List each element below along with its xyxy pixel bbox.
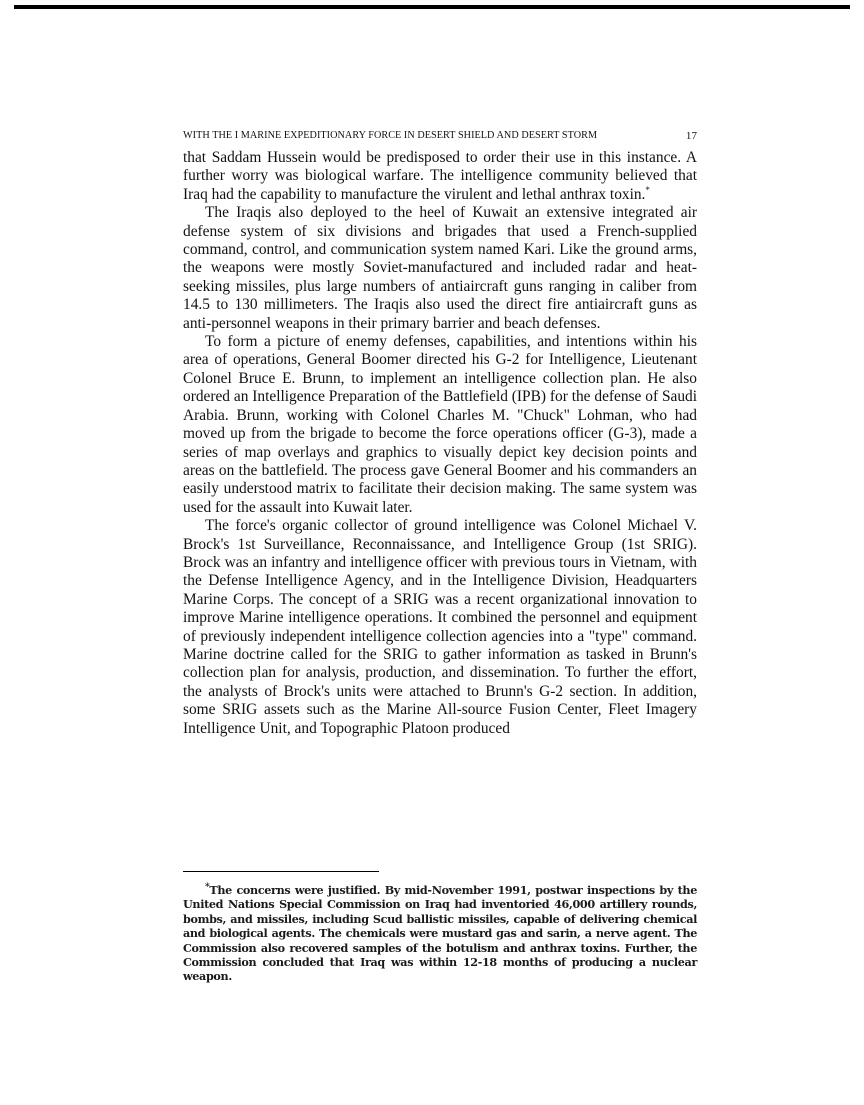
paragraph-2: The Iraqis also deployed to the heel of Kuwait an extensive integrated air defense system of six divisions and brigades that used a French-supplied command, control, and communication system named Kari. Like the ground arms, the weapons were mostly Soviet-manufactured and included radar and heat-seeking missiles, plus large numbers of antiaircraft guns ranging in caliber from 14.5 to 130 millimeters. The Iraqis also used the direct fire antiaircraft guns as anti-personnel weapons in their primary barrier and beach defenses. <box>183 204 697 332</box>
footnote-reference: * <box>645 184 650 195</box>
footnote <box>183 883 697 984</box>
running-title: WITH THE I MARINE EXPEDITIONARY FORCE IN DESERT SHIELD AND DESERT STORM <box>183 130 598 141</box>
page-number: 17 <box>685 130 697 142</box>
scan-top-border <box>14 5 850 9</box>
body-text <box>183 149 697 738</box>
paragraph-1 <box>183 149 697 204</box>
footnote-marker: * <box>205 882 210 893</box>
footnote-separator <box>183 871 379 872</box>
footnote-paragraph <box>183 883 697 984</box>
footnote-text: The concerns were justified. By mid-November 1991, postwar inspections by the United Nations Special Commission on Iraq had inventoried 46,000 artillery rounds, bombs, and missiles, including Scud ballistic missiles, capable of delivering chemical and biological agents. The chemicals were mustard gas and sarin, a nerve agent. The Commission also recovered samples of the botulism and anthrax toxins. Further, the Commission concluded that Iraq was within 12-18 months of producing a nuclear weapon. <box>183 883 697 984</box>
running-header <box>183 130 697 142</box>
paragraph-3: To form a picture of enemy defenses, capabilities, and intentions within his area of operations, General Boomer directed his G-2 for Intelligence, Lieutenant Colonel Bruce E. Brunn, to implement an intelligence collection plan. He also ordered an Intelligence Preparation of the Battlefield (IPB) for the defense of Saudi Arabia. Brunn, working with Colonel Charles M. "Chuck" Lohman, who had moved up from the brigade to become the force operations officer (G-3), made a series of map overlays and graphics to visually depict key decision points and areas on the battlefield. The process gave General Boomer and his commanders an easily understood matrix to facilitate their decision making. The same system was used for the assault into Kuwait later. <box>183 333 697 516</box>
paragraph-1-text: that Saddam Hussein would be predisposed to order their use in this instance. A further worry was biological warfare. The intelligence community believed that Iraq had the capability to manufacture the virulent and lethal anthrax toxin. <box>183 149 697 203</box>
paragraph-4: The force's organic collector of ground intelligence was Colonel Michael V. Brock's 1st Surveillance, Reconnaissance, and Intelligence Group (1st SRIG). Brock was an infantry and intelligence officer with previous tours in Vietnam, with the Defense Intelligence Agency, and in the Intelligence Division, Headquarters Marine Corps. The concept of a SRIG was a recent organizational innovation to improve Marine intelligence operations. It combined the personnel and equipment of previously independent intelligence collection agencies into a "type" command. Marine doctrine called for the SRIG to gather information as tasked in Brunn's collection plan for analysis, production, and dissemination. To further the effort, the analysts of Brock's units were attached to Brunn's G-2 section. In addition, some SRIG assets such as the Marine All-source Fusion Center, Fleet Imagery Intelligence Unit, and Topographic Platoon produced <box>183 517 697 737</box>
